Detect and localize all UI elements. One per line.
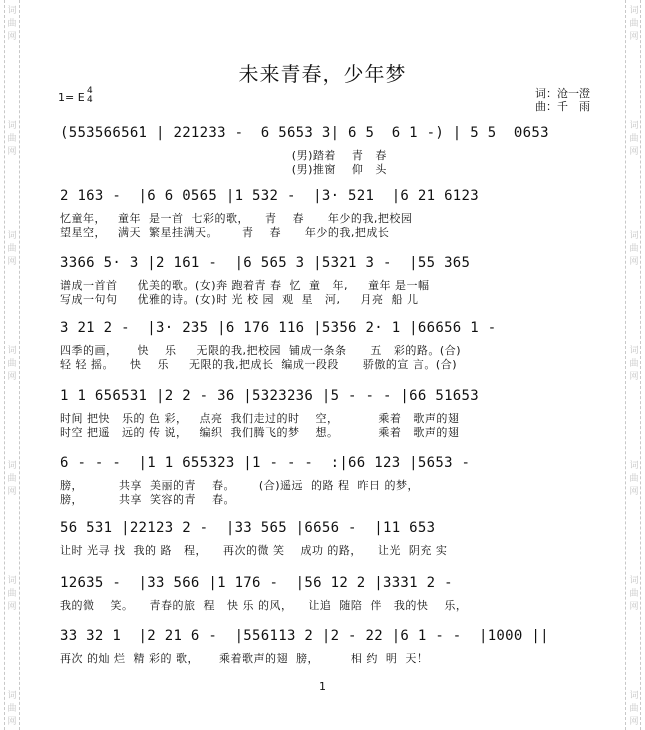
- lyric-line: 谱成一首首 优美的歌。(女)奔 跑着青 春 忆 童 年, 童年 是一幅: [60, 279, 430, 292]
- watermark-char: 曲: [7, 704, 17, 714]
- lyric-line: 望星空， 满天 繁星挂满天。 青 春 年少的我,把成长: [60, 226, 390, 239]
- time-signature-top: 4: [87, 86, 93, 96]
- lyric-line: 膀， 共享 美丽的青 春。 (合)遥远 的路 程 昨日 的梦，: [60, 479, 419, 492]
- watermark-char: 词: [629, 121, 639, 131]
- watermark-char: 网: [629, 32, 639, 42]
- watermark-char: 网: [629, 372, 639, 382]
- notation-line: 3366 5· 3 |2 161 - |6 565 3 |5321 3 - |55 365: [60, 255, 471, 271]
- watermark-char: 词: [7, 346, 17, 356]
- lyric-line: 轻 轻 摇。 快 乐 无限的我,把成长 编成一段段 骄傲的宣 言。(合): [60, 358, 457, 371]
- lyric-line: (男)推窗 仰 头: [60, 163, 387, 176]
- watermark-char: 网: [7, 32, 17, 42]
- watermark-char: 曲: [7, 244, 17, 254]
- watermark-char: 词: [7, 576, 17, 586]
- watermark-char: 曲: [7, 359, 17, 369]
- watermark-char: 曲: [629, 19, 639, 29]
- notation-line: 12635 - |33 566 |1 176 - |56 12 2 |3331 2 -: [60, 575, 453, 591]
- watermark-char: 词: [629, 231, 639, 241]
- lyric-line: 让时 光寻 找 我的 路 程， 再次的微 笑 成功 的路， 让光 阴充 实: [60, 544, 448, 557]
- watermark-char: 词: [7, 461, 17, 471]
- notation-line: 33 32 1 |2 21 6 - |556113 2 |2 - 22 |6 1 - - |1000 ||: [60, 628, 549, 644]
- notation-line: (55356656̇1 | 221233 - 6 5653 3| 6 5 6 1 -) | 5 5 0653: [60, 125, 549, 141]
- watermark-char: 网: [7, 147, 17, 157]
- page-number: 1: [319, 680, 326, 693]
- watermark-char: 词: [7, 6, 17, 16]
- composer-credit: 曲：千 雨: [535, 100, 590, 113]
- watermark-char: 网: [7, 257, 17, 267]
- watermark-char: 网: [7, 372, 17, 382]
- notation-line: 2 163 - |6 6 0565 |1 532 - |3· 521 |6 21 6123: [60, 188, 479, 204]
- notation-line: 6 - - - |1 1 655323 |1 - - - :|66 123 |5653 -: [60, 455, 471, 471]
- lyric-line: 再次 的灿 烂 精 彩的 歌， 乘着歌声的翅 膀， 相 约 明 天！: [60, 652, 429, 665]
- watermark-char: 词: [629, 6, 639, 16]
- watermark-char: 网: [7, 717, 17, 727]
- watermark-char: 网: [7, 602, 17, 612]
- notation-line: 56 531 |22123 2 - |33 565 |6656 - |11 653: [60, 520, 436, 536]
- watermark-char: 曲: [629, 704, 639, 714]
- lyricist-credit: 词：沧一澄: [535, 87, 590, 100]
- watermark-char: 网: [629, 602, 639, 612]
- lyric-line: 写成一句句 优雅的诗。(女)时 光 校 园 观 星 河, 月亮 船 儿: [60, 293, 419, 306]
- watermark-char: 曲: [7, 19, 17, 29]
- watermark-char: 网: [7, 487, 17, 497]
- watermark-char: 曲: [7, 134, 17, 144]
- watermark-char: 词: [629, 346, 639, 356]
- time-signature: [87, 87, 93, 105]
- notation-line: 3 21 2 - |3· 235 |6 176 116 |5356 2· 1 |66656 1 -: [60, 320, 497, 336]
- watermark-char: 词: [7, 121, 17, 131]
- watermark-char: 曲: [629, 134, 639, 144]
- key-signature: 1= E: [58, 91, 85, 104]
- watermark-char: 网: [629, 717, 639, 727]
- watermark-char: 网: [629, 487, 639, 497]
- time-signature-bottom: 4: [87, 95, 93, 105]
- watermark-char: 曲: [629, 474, 639, 484]
- lyric-line: (男)踏着 青 春: [60, 149, 387, 162]
- lyric-line: 忆童年， 童年 是一首 七彩的歌， 青 春 年少的我,把校园: [60, 212, 413, 225]
- watermark-char: 词: [7, 231, 17, 241]
- page-title: 未来青春，少年梦: [238, 62, 407, 86]
- lyric-line: 时空 把遥 远的 传 说， 编织 我们腾飞的梦 想。 乘着 歌声的翅: [60, 426, 460, 439]
- watermark-char: 词: [629, 576, 639, 586]
- watermark-char: 曲: [629, 244, 639, 254]
- notation-line: 1 1 656531 |2 2 - 36 |5323236 |5 - - - |66 51653: [60, 388, 479, 404]
- watermark-char: 词: [7, 691, 17, 701]
- watermark-char: 网: [629, 257, 639, 267]
- watermark-char: 曲: [629, 589, 639, 599]
- watermark-char: 曲: [7, 474, 17, 484]
- lyric-line: 膀， 共享 笑容的青 春。: [60, 493, 235, 506]
- watermark-char: 词: [629, 461, 639, 471]
- watermark-char: 网: [629, 147, 639, 157]
- lyric-line: 时间 把快 乐的 色 彩， 点亮 我们走过的时 空， 乘着 歌声的翅: [60, 412, 460, 425]
- watermark-char: 曲: [7, 589, 17, 599]
- watermark-char: 曲: [629, 359, 639, 369]
- lyric-line: 我的微 笑。 青春的旅 程 快 乐 的风， 让追 随陪 伴 我的快 乐，: [60, 599, 468, 612]
- lyric-line: 四季的画， 快 乐 无限的我,把校园 铺成一条条 五 彩的路。(合): [60, 344, 461, 357]
- watermark-char: 词: [629, 691, 639, 701]
